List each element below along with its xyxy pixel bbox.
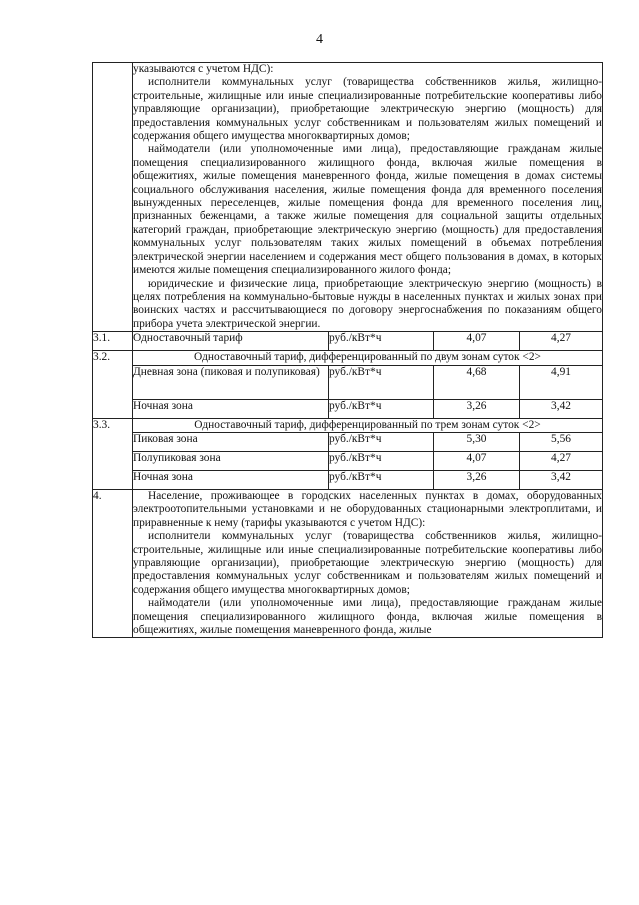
value-second-half: 5,56 xyxy=(520,432,603,451)
table-row xyxy=(93,399,603,418)
tariff-label: Дневная зона (пиковая и полупиковая) xyxy=(133,365,329,399)
unit-cell: руб./кВт*ч xyxy=(329,332,434,351)
row-number-cell xyxy=(93,63,133,332)
value-first-half: 3,26 xyxy=(434,399,520,418)
value-second-half: 3,42 xyxy=(520,470,603,489)
table-row xyxy=(93,418,603,432)
tariff-label: Одноставочный тариф xyxy=(133,332,329,351)
unit-cell: руб./кВт*ч xyxy=(329,365,434,399)
tariff-table xyxy=(92,62,603,638)
unit-cell: руб./кВт*ч xyxy=(329,399,434,418)
table-row xyxy=(93,451,603,470)
value-second-half: 4,91 xyxy=(520,365,603,399)
block3-intro-row xyxy=(93,63,603,332)
paragraph: исполнители коммунальных услуг (товарищества собственников жилья, жилищно-строительные, жилищные или иные специализированные потребительские кооперативы либо управляющие организации), приобретающие электрическую энергию (мощность) для предоставления коммунальных услуг собственникам и пользователям жилых помещений и содержания общего имущества многоквартирных домов; xyxy=(133,530,602,596)
table-row xyxy=(93,470,603,489)
tariff-label: Ночная зона xyxy=(133,399,329,418)
paragraph: исполнители коммунальных услуг (товарищества собственников жилья, жилищно-строительные, жилищные или иные специализированные потребительские кооперативы либо управляющие организации), приобретающие электрическую энергию (мощность) для предоставления коммунальных услуг собственникам и пользователям жилых помещений и содержания общего имущества многоквартирных домов; xyxy=(133,76,602,143)
tariff-label: Пиковая зона xyxy=(133,432,329,451)
section-4-row xyxy=(93,489,603,637)
page-number: 4 xyxy=(316,32,323,47)
table-row xyxy=(93,365,603,399)
section-4-text xyxy=(133,489,603,637)
unit-cell: руб./кВт*ч xyxy=(329,432,434,451)
unit-cell: руб./кВт*ч xyxy=(329,470,434,489)
tariff-heading: Одноставочный тариф, дифференцированный по двум зонам суток <2> xyxy=(133,351,603,365)
table-row xyxy=(93,332,603,351)
block3-intro-text xyxy=(133,63,603,332)
tariff-label: Ночная зона xyxy=(133,470,329,489)
row-number: 3.3. xyxy=(93,418,133,489)
value-second-half: 4,27 xyxy=(520,332,603,351)
value-first-half: 5,30 xyxy=(434,432,520,451)
row-number: 4. xyxy=(93,489,133,637)
paragraph: указываются с учетом НДС): xyxy=(133,63,274,75)
value-first-half: 4,68 xyxy=(434,365,520,399)
table-row xyxy=(93,351,603,365)
row-number: 3.2. xyxy=(93,351,133,418)
unit-cell: руб./кВт*ч xyxy=(329,451,434,470)
table-row xyxy=(93,432,603,451)
value-first-half: 3,26 xyxy=(434,470,520,489)
value-second-half: 4,27 xyxy=(520,451,603,470)
value-second-half: 3,42 xyxy=(520,399,603,418)
paragraph: Население, проживающее в городских населенных пунктах в домах, оборудованных электроотопительными установками и не оборудованных стационарными электроплитами, и приравненные к нему (тарифы указываются с учетом НДС): xyxy=(133,489,602,529)
paragraph: юридические и физические лица, приобретающие электрическую энергию (мощность) в целях потребления на коммунально-бытовые нужды в населенных пунктах и жилых зонах при воинских частях и рассчитывающиеся по договору энергоснабжения по показаниям общего прибора учета электрической энергии. xyxy=(133,277,602,330)
tariff-heading: Одноставочный тариф, дифференцированный по трем зонам суток <2> xyxy=(133,418,603,432)
row-number: 3.1. xyxy=(93,332,133,351)
paragraph: наймодатели (или уполномоченные ими лица), предоставляющие гражданам жилые помещения специализированного жилищного фонда, включая жилые помещения в общежитиях, жилые помещения маневренного фонда, жилые помещения в домах системы социального обслуживания населения, жилые помещения фонда для временного поселения вынужденных переселенцев, жилые помещения фонда для временного поселения лиц, признанных беженцами, а также жилые помещения для социальной защиты отдельных категорий граждан, приобретающие электрическую энергию (мощность) для предоставления коммунальных услуг пользователям таких жилых помещений в объемах потребления электрической энергии населением и содержания мест общего пользования в домах, в которых имеются жилые помещения специализированного жилого фонда; xyxy=(133,143,602,277)
value-first-half: 4,07 xyxy=(434,451,520,470)
tariff-label: Полупиковая зона xyxy=(133,451,329,470)
value-first-half: 4,07 xyxy=(434,332,520,351)
paragraph: наймодатели (или уполномоченные ими лица), предоставляющие гражданам жилые помещения специализированного жилищного фонда, включая жилые помещения в общежитиях, жилые помещения маневренного фонда, жилые xyxy=(133,597,602,636)
